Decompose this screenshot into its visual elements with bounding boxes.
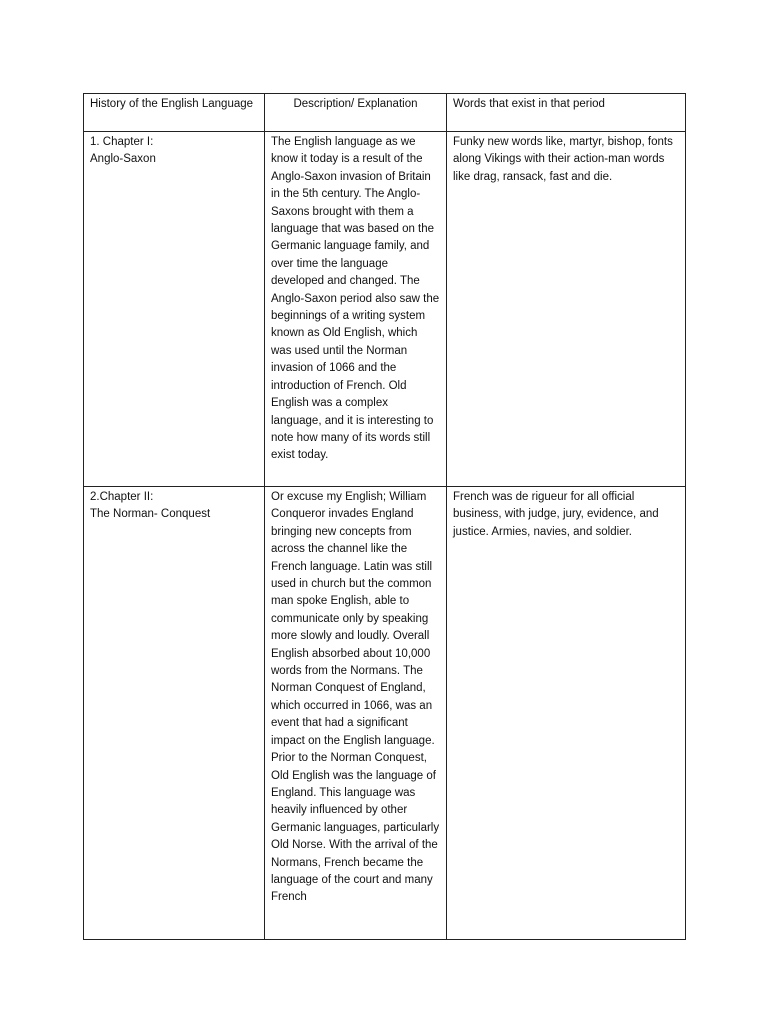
chapter-number: 2.Chapter II: [90, 491, 154, 503]
history-table [83, 93, 686, 940]
header-words: Words that exist in that period [447, 94, 686, 132]
table-row [84, 487, 686, 940]
table-row [84, 132, 686, 487]
header-history: History of the English Language [84, 94, 265, 132]
chapter-number: 1. Chapter I: [90, 136, 154, 148]
chapter-cell [84, 132, 265, 487]
description-cell: The English language as we know it today is a result of the Anglo-Saxon invasion of Britain in the 5th century. The Anglo-Saxons brought with them a language that was based on the Germanic language family, and over time the language developed and changed. The Anglo-Saxon period also saw the beginnings of a writing system known as Old English, which was used until the Norman invasion of 1066 and the introduction of French. Old English was a complex language, and it is interesting to note how many of its words still exist today. [265, 132, 447, 487]
chapter-cell [84, 487, 265, 940]
chapter-period: The Norman- Conquest [90, 508, 211, 521]
words-cell: French was de rigueur for all official business, with judge, jury, evidence, and justice. Armies, navies, and soldier. [447, 487, 686, 940]
table-header-row [84, 94, 686, 132]
chapter-period: Anglo-Saxon [90, 153, 156, 166]
header-description: Description/ Explanation [265, 94, 447, 132]
description-cell: Or excuse my English; William Conqueror invades England bringing new concepts from across the channel like the French language. Latin was still used in church but the common man spoke English, able to communicate only by speaking more slowly and loudly. Overall English absorbed about 10,000 words from the Normans. The Norman Conquest of England, which occurred in 1066, was an event that had a significant impact on the English language. Prior to the Norman Conquest, Old English was the language of England. This language was heavily influenced by other Germanic languages, particularly Old Norse. With the arrival of the Normans, French became the language of the court and many French [265, 487, 447, 940]
words-cell: Funky new words like, martyr, bishop, fonts along Vikings with their action-man words like drag, ransack, fast and die. [447, 132, 686, 487]
